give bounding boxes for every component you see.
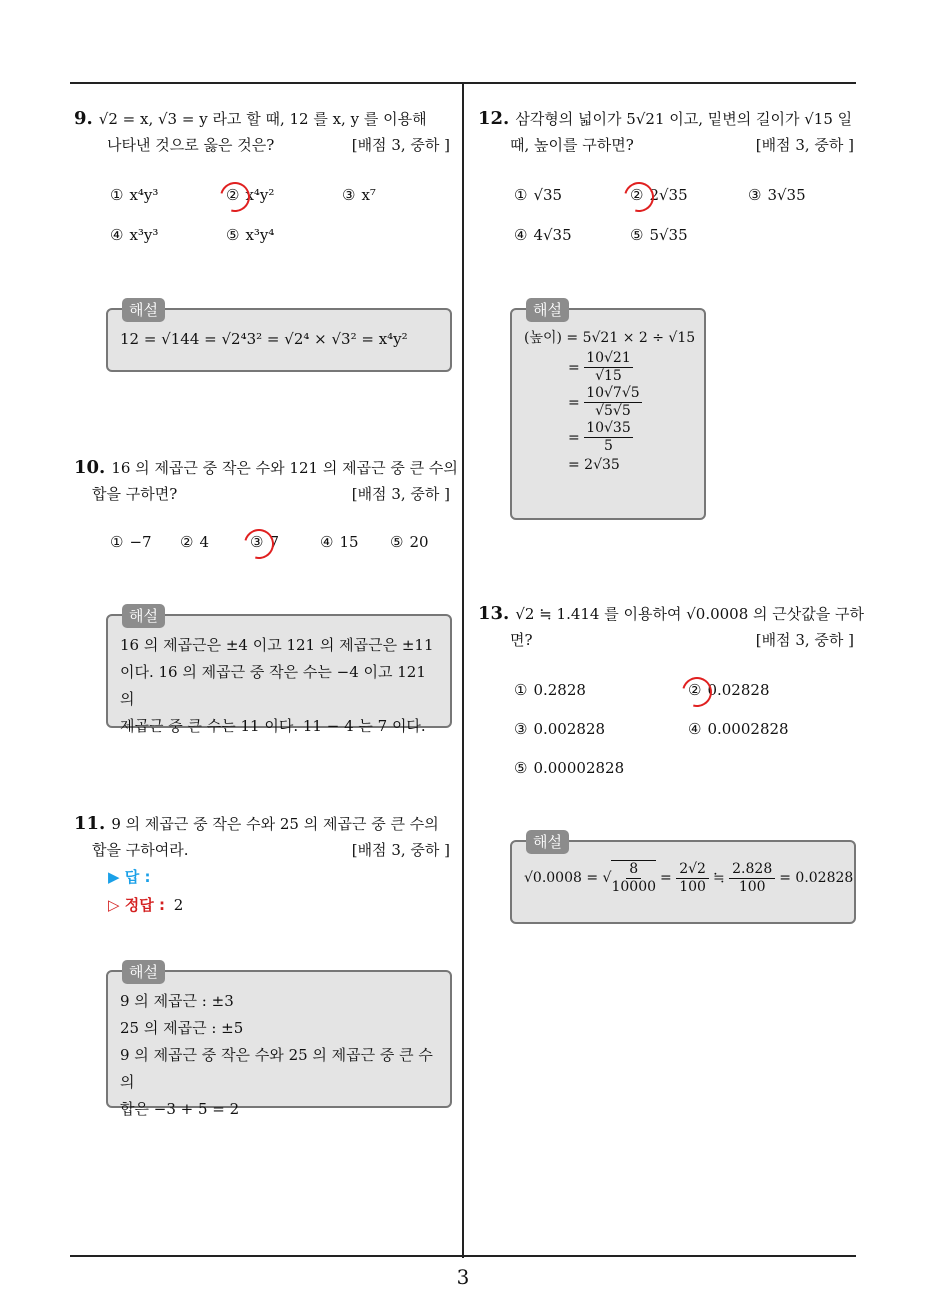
points-label: [배점 3, 중하 ]	[351, 136, 450, 154]
fraction-denominator: 5	[604, 438, 613, 454]
choice-1[interactable]: ① 0.2828	[514, 681, 586, 699]
choice-3[interactable]: ③ x⁷	[342, 186, 376, 204]
fraction-denominator: 100	[679, 878, 706, 895]
solution-lhs: √0.0008 = √	[524, 869, 612, 886]
fraction-numerator: 2.828	[729, 861, 775, 879]
solution-line: 9 의 제곱근 : ±3	[120, 992, 234, 1010]
question-text-line2: 나타낸 것으로 옳은 것은?	[107, 136, 275, 154]
solution-box-q11	[106, 963, 452, 1118]
question-12	[478, 106, 858, 158]
choice-2[interactable]: ② x⁴y²	[226, 186, 275, 204]
fraction-denominator: √5√5	[595, 403, 631, 419]
choice-5[interactable]: ⑤ 0.00002828	[514, 759, 625, 777]
solution-tag: 해설	[122, 298, 165, 322]
selected-mark: ②	[630, 186, 644, 204]
points-label: [배점 3, 중하 ]	[351, 841, 450, 859]
fraction-numerator: 10√7√5	[586, 385, 640, 401]
solution-tag: 해설	[526, 830, 569, 854]
choice-3[interactable]: ③ 0.002828	[514, 720, 606, 738]
question-text-line1: 삼각형의 넓이가 5√21 이고, 밑변의 길이가 √15 일	[515, 110, 853, 128]
solution-result: = 0.02828	[779, 869, 854, 886]
solution-lhs: (높이) = 5√21 × 2 ÷ √15	[524, 330, 696, 346]
question-text-line2: 때, 높이를 구하면?	[510, 136, 634, 154]
selected-mark: ③	[250, 533, 264, 551]
choice-5[interactable]: ⑤ 5√35	[630, 226, 688, 244]
choice-1[interactable]: ① √35	[514, 186, 563, 204]
points-label: [배점 3, 중하 ]	[755, 631, 854, 649]
solution-tag: 해설	[122, 960, 165, 984]
solution-box-q12	[510, 301, 706, 520]
fraction-numerator: 10√21	[586, 350, 631, 366]
solution-line: 합은 −3 + 5 = 2	[120, 1100, 240, 1118]
fraction-denominator: √15	[595, 368, 622, 384]
selected-mark: ②	[688, 681, 702, 699]
question-13	[478, 601, 865, 653]
column-divider	[462, 83, 464, 1258]
question-number: 13.	[478, 603, 510, 624]
choice-5[interactable]: ⑤ x³y⁴	[226, 226, 275, 244]
question-number: 10.	[74, 457, 106, 478]
solution-step: = $\frac{10√35}{5}$	[568, 420, 631, 454]
solution-line: 12 = √144 = √2⁴3² = √2⁴ × √3² = x⁴y²	[120, 330, 408, 348]
solution-box-q13	[510, 833, 856, 924]
choice-2[interactable]: ② 2√35	[630, 186, 688, 204]
choice-2[interactable]: ② 0.02828	[688, 681, 770, 699]
question-9	[74, 106, 454, 158]
choice-4[interactable]: ④ x³y³	[110, 226, 159, 244]
choice-3[interactable]: ③ 7	[250, 533, 279, 551]
solution-line: 9 의 제곱근 중 작은 수와 25 의 제곱근 중 큰 수의	[120, 1046, 433, 1091]
solution-box-q9	[106, 301, 452, 372]
solution-step: = $\frac{10√7√5}{√5√5}$	[568, 385, 640, 419]
solution-equation: √0.0008 = √ $\frac{8}{10000}$ = $\frac{2√2}{100}$ ≒ $\frac{2.828}{100}$ = 0.02828	[524, 860, 854, 895]
answer-input-row[interactable]	[108, 864, 150, 890]
question-text-line2: 합을 구하여라.	[92, 841, 189, 859]
solution-step: = $\frac{10√21}{√15}$	[568, 350, 631, 384]
solution-line: 제곱근 중 큰 수는 11 이다. 11 − 4 는 7 이다.	[120, 717, 426, 735]
choice-4[interactable]: ④ 15	[320, 533, 359, 551]
question-11	[74, 811, 454, 863]
choice-5[interactable]: ⑤ 20	[390, 533, 429, 551]
points-label: [배점 3, 중하 ]	[351, 485, 450, 503]
answer-label: ▶ 답 :	[108, 868, 151, 886]
choice-1[interactable]: ① −7	[110, 533, 152, 551]
question-number: 12.	[478, 108, 510, 129]
choice-3[interactable]: ③ 3√35	[748, 186, 806, 204]
choice-1[interactable]: ① x⁴y³	[110, 186, 159, 204]
fraction-numerator: 2√2	[676, 861, 709, 879]
correct-answer-value: 2	[173, 896, 184, 914]
question-text-line2: 면?	[510, 631, 533, 649]
solution-line: 이다. 16 의 제곱근 중 작은 수는 −4 이고 121 의	[120, 663, 426, 708]
fraction-denominator: 10000	[611, 879, 657, 895]
correct-answer-row	[108, 892, 183, 918]
question-text-line1: √2 = x, √3 = y 라고 할 때, 12 를 x, y 를 이용해	[98, 110, 427, 128]
choice-4[interactable]: ④ 4√35	[514, 226, 572, 244]
fraction-numerator: 10√35	[586, 420, 631, 436]
points-label: [배점 3, 중하 ]	[755, 136, 854, 154]
fraction-numerator: 8	[626, 861, 641, 879]
question-text-line1: 16 의 제곱근 중 작은 수와 121 의 제곱근 중 큰 수의	[111, 459, 458, 477]
choice-2[interactable]: ② 4	[180, 533, 209, 551]
question-number: 9.	[74, 108, 93, 129]
bottom-rule	[70, 1255, 856, 1257]
solution-final: = 2√35	[568, 457, 620, 473]
question-text-line1: 9 의 제곱근 중 작은 수와 25 의 제곱근 중 큰 수의	[111, 815, 439, 833]
question-text-line2: 합을 구하면?	[92, 485, 178, 503]
page-number: 3	[456, 1265, 470, 1289]
question-10	[74, 455, 458, 507]
choice-4[interactable]: ④ 0.0002828	[688, 720, 789, 738]
question-text-line1: √2 ≒ 1.414 를 이용하여 √0.0008 의 근삿값을 구하	[515, 605, 865, 623]
question-number: 11.	[74, 813, 106, 834]
correct-answer-label: ▷ 정답 :	[108, 896, 165, 914]
solution-box-q10	[106, 607, 452, 735]
solution-line: 16 의 제곱근은 ±4 이고 121 의 제곱근은 ±11	[120, 636, 434, 654]
solution-tag: 해설	[526, 298, 569, 322]
solution-tag: 해설	[122, 604, 165, 628]
fraction-denominator: 100	[738, 878, 766, 895]
solution-line: 25 의 제곱근 : ±5	[120, 1019, 244, 1037]
selected-mark: ②	[226, 186, 240, 204]
